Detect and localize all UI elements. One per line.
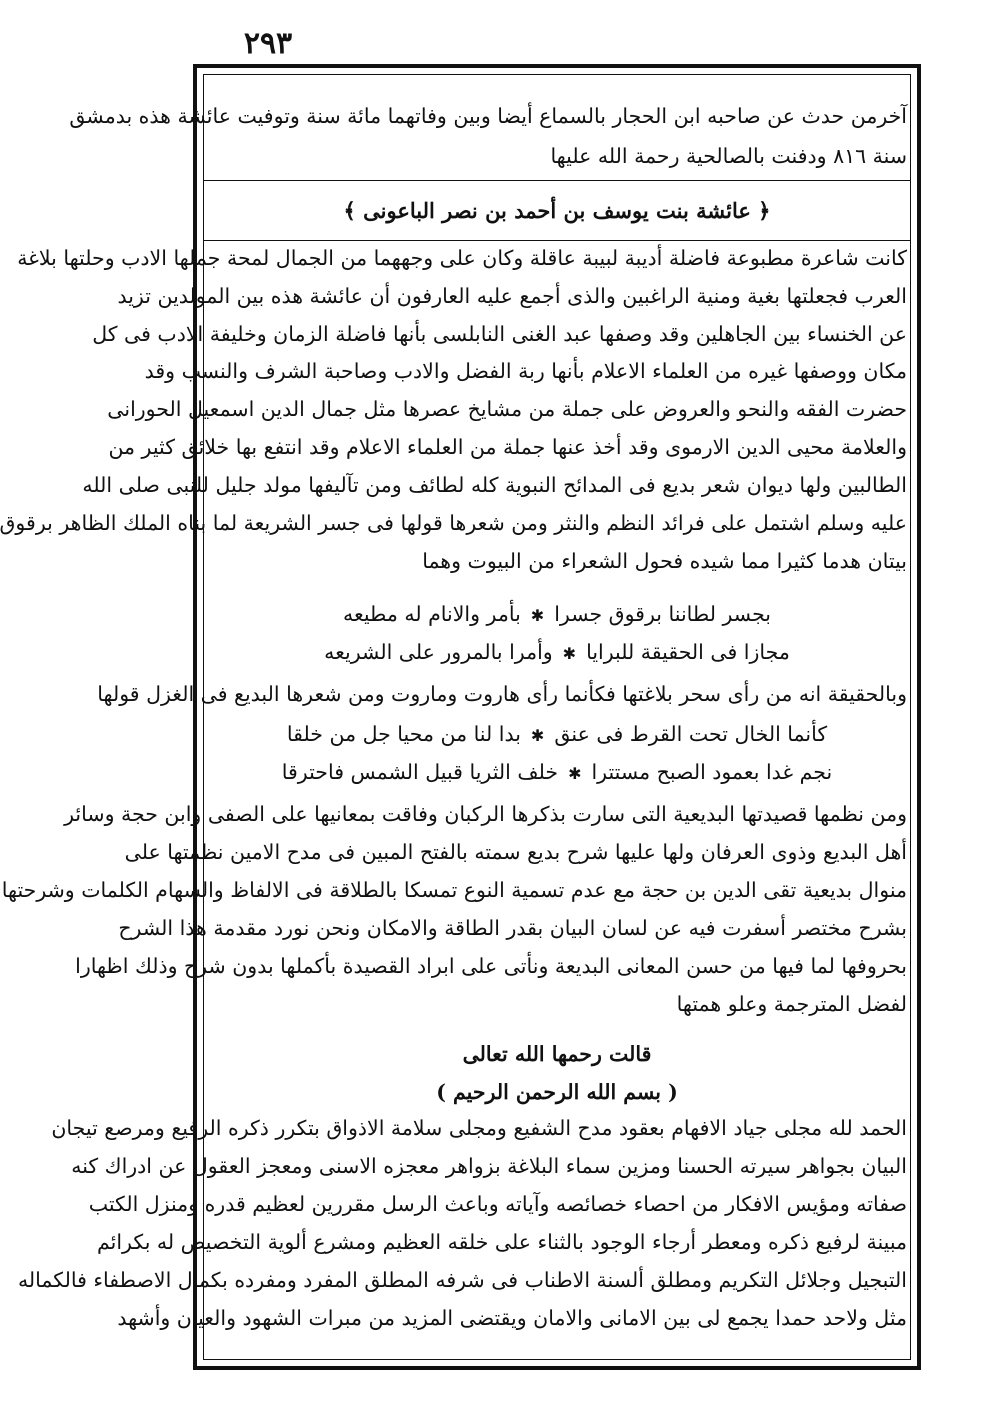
verse-first-hemistich: مجازا فى الحقيقة للبرايا <box>586 640 790 664</box>
biography-paragraph <box>0 246 907 606</box>
text-line: بحروفها لما فيها من حسن المعانى البديعة ونأتى على ابراد القصيدة بأكملها بدون شرح وذلك اظهارا <box>75 954 907 978</box>
quote-heading <box>207 1038 907 1108</box>
verse-separator-star: ✱ <box>568 764 582 783</box>
text-line: البيان بجواهر سيرته الحسنا ومزين سماء البلاغة بزواهر معجزه الاسنى ومعجز العقول عن ادراك كنه <box>71 1154 907 1178</box>
text-line: مبينة لرفيع ذكره ومعطر أرجاء الوجود بالثناء على خلقه العظيم ومشرع ألوية التخصيص له بكرائم <box>97 1230 907 1254</box>
text-line: عليه وسلم اشتمل على فرائد النظم والنثر ومن شعرها قولها فى جسر الشريعة لما بناه الملك الظاهر برقوق <box>0 511 907 535</box>
page-number: ٢٩٣ <box>243 26 293 61</box>
text-line: حضرت الفقه والنحو والعروض على جملة من مشايخ عصرها مثل جمال الدين اسمعيل الحورانى <box>107 397 907 421</box>
text-line: مثل ولاحد حمدا يجمع لى بين الامانى والامان ويقتضى المزيد من مبرات الشهود والعيان وأشهد <box>117 1306 907 1330</box>
page-frame <box>0 64 921 1370</box>
text-line: مكان ووصفها غيره من العلماء الاعلام بأنها ربة الفضل والادب وصاحبة الشرف والنسب وقد <box>144 359 907 383</box>
text-line: سنة ٨١٦ ودفنت بالصالحية رحمة الله عليها <box>550 144 907 168</box>
section-divider <box>203 240 911 241</box>
poem-verse <box>207 604 907 625</box>
poem-ghazal <box>207 718 907 798</box>
text-line: والعلامة محيى الدين الارموى وقد أخذ عنها جملة من العلماء الاعلام وقد انتفع بها خلائق كثير من <box>108 435 907 459</box>
text-line: بشرح مختصر أسفرت فيه عن لسان البيان بقدر الطاقة والامكان ونحن نورد مقدمة هذا الشرح <box>118 916 907 940</box>
text-line: لفضل المترجمة وعلو همتها <box>676 992 907 1016</box>
text-line: منوال بديعية تقى الدين بن حجة مع عدم تسمية النوع تمسكا بالطلاقة فى الالفاظ والسهام الكلمات وشرحتها <box>1 878 907 902</box>
verse-separator-star: ✱ <box>562 644 577 663</box>
text-line: الحمد لله مجلى جياد الافهام بعقود مدح الشفيع ومجلى سلامة الاذواق بتكرر ذكره الرفيع ومرصع تيجان <box>51 1116 907 1140</box>
text-line: صفاته ومؤيس الافكار من احصاء خصائصه وآياته وباعث الرسل مقررين لعظيم قدره ومنزل الكتب <box>88 1192 907 1216</box>
poem-verse <box>207 762 907 783</box>
entry-heading: ﴿ عائشة بنت يوسف بن أحمد بن نصر الباعونى ﴾ <box>343 198 771 223</box>
poem-verse <box>207 724 907 745</box>
text-line: آخرمن حدث عن صاحبه ابن الحجار بالسماع أيضا وبين وفاتهما مائة سنة وتوفيت عائشة هذه بدمشق <box>69 104 907 128</box>
poem-jisr <box>207 598 907 678</box>
text-line: أهل البديع وذوى العرفان ولها عليها شرح بديع سمته بالفتح المبين فى مدح الامين نظمتها على <box>124 840 907 864</box>
verse-second-hemistich: خلف الثريا قبيل الشمس فاحترقا <box>281 760 559 784</box>
poem-verse <box>207 642 907 663</box>
section-divider <box>203 180 911 181</box>
verse-second-hemistich: بدا لنا من محيا جل من خلقا <box>286 722 521 746</box>
verse-second-hemistich: بأمر والانام له مطيعه <box>342 602 521 626</box>
ghazal-intro <box>97 680 907 720</box>
text-line: التبجيل وجلائل التكريم ومطلق ألسنة الاطناب فى شرفه المطلق المفرد ومفرده بكمال الاصطفاء فالكماله <box>17 1268 907 1292</box>
text-line: ومن نظمها قصيدتها البديعية التى سارت بذكرها الركبان وفاقت بمعانيها على الصفى وابن حجة وسائر <box>64 802 907 826</box>
text-line: وبالحقيقة انه من رأى سحر بلاغتها فكأنما رأى هاروت وماروت ومن شعرها البديع فى الغزل قولها <box>97 682 907 706</box>
entry-heading-section <box>207 186 907 238</box>
text-line: بيتان هدما كثيرا مما شيده فحول الشعراء من البيوت وهما <box>422 549 907 573</box>
intro-section <box>69 102 907 182</box>
verse-separator-star: ✱ <box>530 726 545 745</box>
text-line: الطالبين ولها ديوان شعر بديع فى المدائح النبوية كله لطائف ومن تآليفها مولد جليل للنبى صلى الله <box>82 473 907 497</box>
verse-separator-star: ✱ <box>530 606 545 625</box>
text-line: العرب فجعلتها بغية ومنية الراغبين والذى أجمع عليه العارفون أن عائشة هذه بين المولدين تزيد <box>117 284 907 308</box>
verse-second-hemistich: وأمرا بالمرور على الشريعه <box>324 640 553 664</box>
text-line: كانت شاعرة مطبوعة فاضلة أديبة لبيبة عاقلة وكان على وجههما من الجمال لمحة جملها الادب وحلتها بلاغة <box>17 246 907 270</box>
verse-first-hemistich: نجم غدا بعمود الصبح مستترا <box>591 760 833 784</box>
basmala: ( بسم الله الرحمن الرحيم ) <box>436 1080 678 1104</box>
badiiya-paragraph <box>1 800 907 1040</box>
preface-paragraph <box>17 1114 907 1354</box>
verse-first-hemistich: بجسر لطاننا برقوق جسرا <box>554 602 772 626</box>
text-line: عن الخنساء بين الجاهلين وقد وصفها عبد الغنى النابلسى بأنها فاضلة الزمان وخليفة الادب فى كل <box>92 322 907 346</box>
verse-first-hemistich: كأنما الخال تحت القرط فى عنق <box>554 722 828 746</box>
said-heading: قالت رحمها الله تعالى <box>462 1042 652 1066</box>
